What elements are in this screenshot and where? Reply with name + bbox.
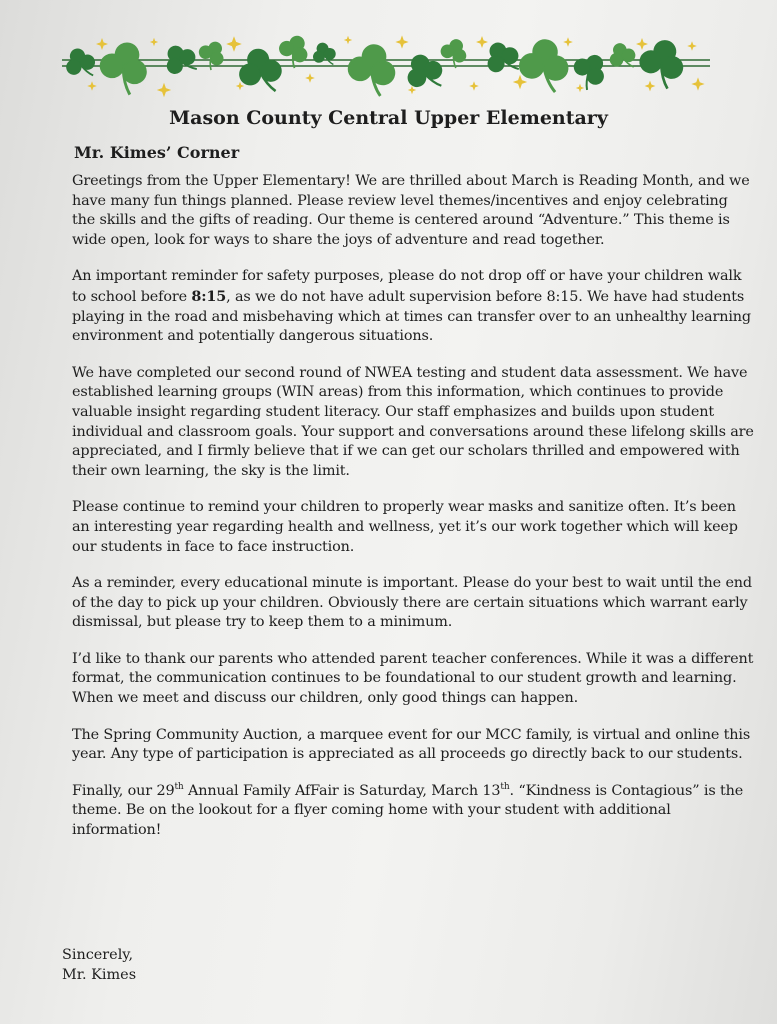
star-icon <box>636 38 648 50</box>
shamrock-icon <box>518 38 570 93</box>
star-icon <box>236 82 244 90</box>
star-icon <box>157 83 171 97</box>
paragraph-nwea: We have completed our second round of NWEA testing and student data assessment. We have established learning groups (WIN areas) from this information, which continues to provide valuable insight regarding student literacy. Our staff emphasizes and builds upon student individual and classroom goals. Your support and conversations around these lifelong skills are appreciated, and I firmly believe that if we can get our scholars thrilled and empowered with their own learning, the sky is the limit. <box>72 364 754 479</box>
paragraph-safety <box>72 267 754 346</box>
star-icon <box>150 38 158 46</box>
paragraph-text: An important reminder for safety purposes, please do not drop off or have your children walk to school before <box>72 268 742 305</box>
ordinal-suffix: th <box>500 782 510 793</box>
star-icon <box>87 81 97 91</box>
shamrock-icon <box>62 45 99 84</box>
star-icon <box>469 81 479 91</box>
school-title: Mason County Central Upper Elementary <box>169 107 608 129</box>
star-icon <box>513 75 527 89</box>
star-icon <box>687 41 697 51</box>
shamrock-icon <box>310 40 338 69</box>
paragraph-text: . “Kindness is Contagious” is the theme. Be on the lookout for a flyer coming home with your student with additional information! <box>72 782 744 839</box>
signature-block <box>62 945 136 985</box>
shamrock-icon <box>480 36 525 81</box>
star-icon <box>576 84 584 92</box>
paragraph-auction: The Spring Community Auction, a marquee event for our MCC family, is virtual and online this year. Any type of participation is appreciated as all proceeds go directly back to our students. <box>72 726 751 763</box>
shamrock-banner <box>62 30 712 98</box>
paragraph-family-affair <box>72 782 754 841</box>
star-icon <box>226 36 242 52</box>
shamrock-icon <box>236 46 285 97</box>
paragraph-dismissal: As a reminder, every educational minute is important. Please do your best to wait until the end of the day to pick up your children. Obviously there are certain situations which warrant early dismissal, but please try to keep them to a minimum. <box>72 575 752 631</box>
paragraph-text: , as we do not have adult supervision before 8:15. We have had students playing in the road and misbehaving which at times can transfer over to an unhealthy learning environment and potentially dangerous situations. <box>72 288 751 345</box>
valediction: Sincerely, <box>62 947 134 963</box>
letter-body <box>72 172 754 858</box>
shamrock-icon <box>345 41 399 98</box>
star-icon <box>305 73 315 83</box>
section-title: Mr. Kimes’ Corner <box>74 143 240 162</box>
ordinal-suffix: th <box>174 782 184 793</box>
star-icon <box>96 38 108 50</box>
star-icon <box>395 35 408 48</box>
star-icon <box>563 37 573 47</box>
paragraph-text: Finally, our 29 <box>72 782 175 799</box>
paragraph-text: Annual Family AfFair is Saturday, March 13 <box>183 782 501 799</box>
shamrock-icon <box>606 40 639 74</box>
shamrock-icon <box>401 49 449 98</box>
star-icon <box>645 81 656 92</box>
star-icon <box>408 86 416 94</box>
dropoff-time: 8:15 <box>191 287 227 305</box>
shamrock-icon <box>194 37 230 73</box>
signer-name: Mr. Kimes <box>62 967 137 983</box>
shamrock-icon <box>567 48 613 94</box>
paragraph-conferences: I’d like to thank our parents who attended parent teacher conferences. While it was a different format, the communication continues to be foundational to our student growth and learning. When we meet and discuss our children, only good things can happen. <box>72 650 754 707</box>
paragraph-masks: Please continue to remind your children to properly wear masks and sanitize often. It’s been an interesting year regarding health and wellness, yet it’s our work together which will keep our students in face to face instruction. <box>72 499 738 555</box>
paragraph-reading-month: Greetings from the Upper Elementary! We are thrilled about March is Reading Month, and we have many fun things planned. Please review level themes/incentives and enjoy celebrating the skills and the gifts of reading. Our theme is centered around “Adventure.” This theme is wide open, look for ways to share the joys of adventure and read together. <box>72 173 750 248</box>
star-icon <box>344 36 352 44</box>
shamrock-icon <box>437 36 470 70</box>
star-icon <box>476 36 488 48</box>
star-icon <box>691 77 704 90</box>
shamrock-icon <box>95 38 153 98</box>
